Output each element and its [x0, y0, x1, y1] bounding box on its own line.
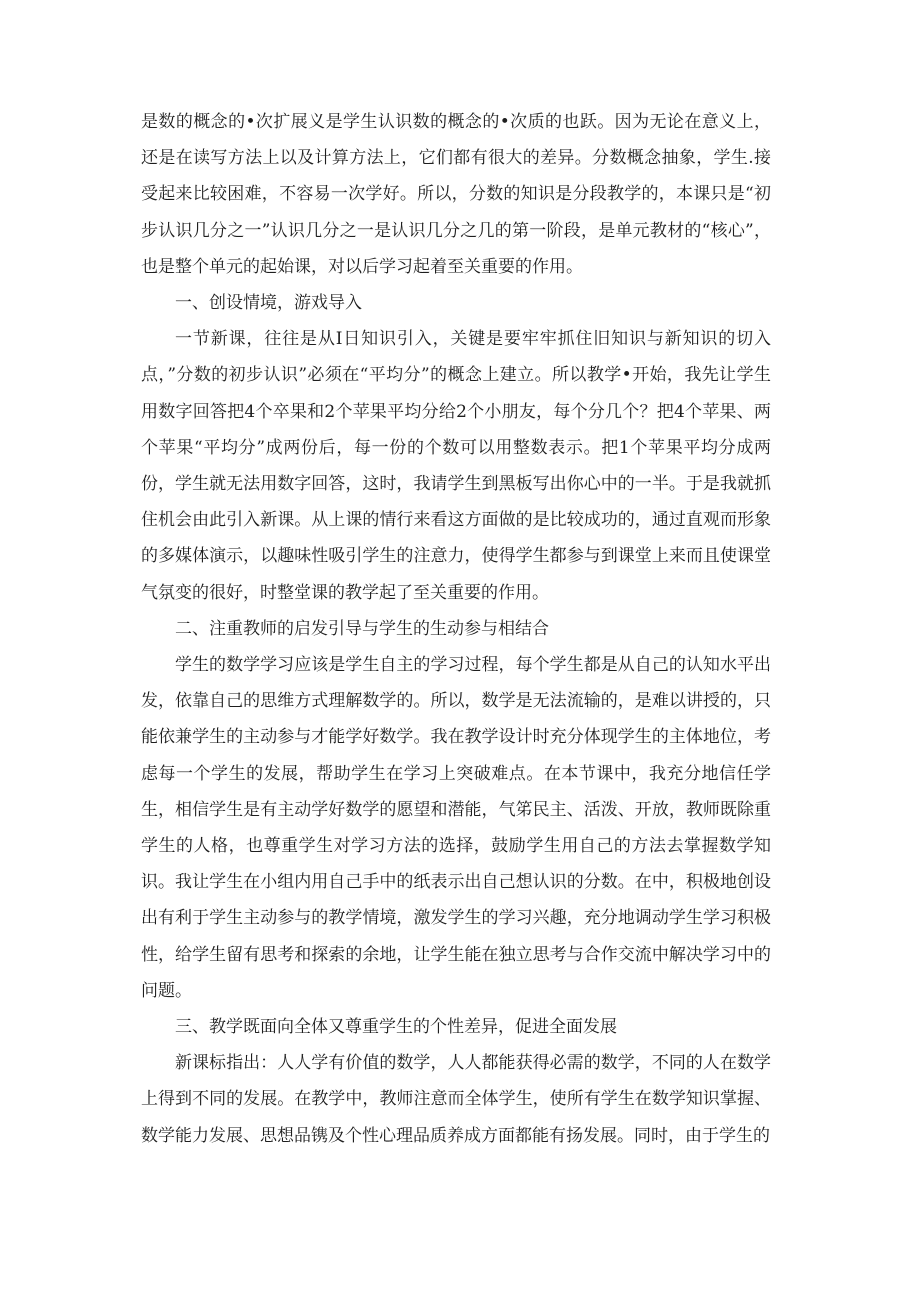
section-heading-3: 三、教学既面向全体又尊重学生的个性差异，促进全面发展	[175, 1017, 617, 1038]
section-3-paragraph: 新课标指出：人人学有价值的数学，人人都能获得必需的数学，不同的人在数学上得到不同的发展。在教学中，教师注意而全体学生，使所有学生在数学知识掌握、数学能力发展、思想品镌及个性心理品质养成方面都能有扬发展。同时，由于学生的	[141, 1053, 771, 1146]
section-heading-2: 二、注重教师的启发引导与学生的生动参与相结合	[175, 618, 549, 639]
section-heading-1: 一、创设情境，游戏导入	[175, 293, 362, 314]
intro-paragraph: 是数的概念的•次扩展义是学生认识数的概念的•次质的也跃。因为无论在意义上，还是在读写方法上以及计算方法上，它们都有很大的差异。分数概念抽象，学生.接受起来比较困难，不容易一次学好。所以，分数的知识是分段教学的，本课只是“初步认识几分之一”认识几分之一是认识几分之几的第一阶段，是单元教材的“核心”，也是整个单元的起始课，对以后学习起着至关重要的作用。	[141, 112, 771, 277]
document-body	[141, 104, 771, 1154]
section-1-paragraph: 一节新课，往往是从Ⅰ日知识引入，关键是要牢牢抓住旧知识与新知识的切入点，”分数的初步认识”必须在“平均分”的概念上建立。所以教学•开始，我先让学生用数字回答把4个卒果和2个苹果平均分给2个小朋友，每个分几个？把4个苹果、两个苹果“平均分”成两份后，每一份的个数可以用整数表示。把1个苹果平均分成两份，学生就无法用数字回答，这时，我请学生到黑板写出你心中的一半。于是我就抓住机会由此引入新课。从上课的情行来看这方面做的是比较成功的，通过直观而形象的多媒体演示，以趣味性吸引学生的注意力，使得学生都参与到课堂上来而且使课堂气氛变的很好，时整堂课的教学起了至关重要的作用。	[141, 329, 771, 603]
section-2-paragraph: 学生的数学学习应该是学生自主的学习过程，每个学生都是从自己的认知水平出发，依靠自己的思维方式理解数学的。所以，数学是无法流输的，是难以讲授的，只能依兼学生的主动参与才能学好数学。我在教学设计时充分体现学生的主体地位，考虑每一个学生的发展，帮助学生在学习上突破难点。在本节课中，我充分地信任学生，相信学生是有主动学好数学的愿望和潜能，气笫民主、活泼、开放，教师既除重学生的人格，也尊重学生对学习方法的选择，鼓励学生用自己的方法去掌握数学知识。我让学生在小组内用自己手中的纸表示出自己想认识的分数。在中，积极地创设出有利于学生主动参与的教学情境，激发学生的学习兴趣，充分地调动学生学习积极性，给学生留有思考和探索的余地，让学生能在独立思考与合作交流中解决学习中的问题。	[141, 655, 771, 1001]
